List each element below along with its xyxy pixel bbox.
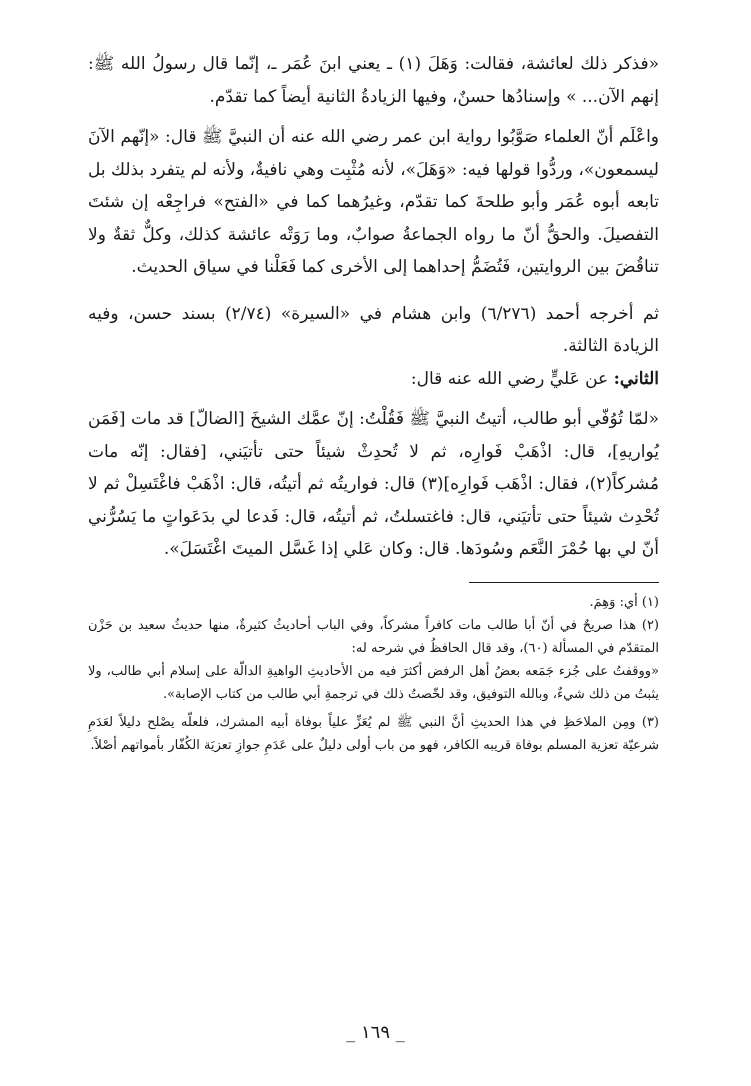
footnote-3: (٣) ومِن الملاحَظِ في هذا الحديثِ أنَّ النبي ﷺ لم يُعَزِّ علياً بوفاة أبيه المشرك، فلعلّه يصْلح دليلاً لعَدَمِ شرعيّة تعزية المسلم بوفاة قريبه الكافر، فهو من باب أولى دليلٌ على عَدَمِ جوازِ تعزيَة الكُفّار بأمواتهم أصْلاً. — [88, 714, 659, 753]
paragraph-aisha-report: «فذكر ذلك لعائشة، فقالت: وَهَلَ (١) ـ يعني ابنَ عُمَر ـ، إنّما قال رسولُ الله ﷺ: إنهم الآن... » وإسنادُها حسنٌ، وفيها الزيادةُ الثانية أيضاً كما تقدّم. — [88, 54, 659, 107]
footnote-divider — [469, 582, 659, 583]
footnote-1: (١) أي: وَهِمَ. — [589, 594, 659, 610]
paragraph-scholars-note: واعْلَم أنّ العلماء صَوَّبُوا رواية ابن عمر رضي الله عنه أن النبيَّ ﷺ قال: «إنّهم الآنَ ليسمعون»، وردُّوا قولها فيه: «وَهَلَ»، لأنه مُثْبِت وهي نافيةٌ، ولأنه لم يتفرد بذلك بل تابعه أبوه عُمَر وأبو طلحةَ كما تقدّم، وغيرُهما كما في «الفتح» فراجِعْه إن شئتَ التفصيلَ. والحقُّ أنّ ما رواه الجماعةُ صوابٌ، وما رَوَتْه عائشة كذلك، وكلٌّ ثقةٌ ولا تناقُضَ بين الروايتين، فَتُضَمُّ إحداهما إلى الأخرى كما فَعَلْنا في سياق الحديث. — [88, 127, 659, 277]
paragraph-ali-hadith: «لمّا تُوُفّي أبو طالب، أتيتُ النبيَّ ﷺ فَقُلْتُ: إنّ عمَّك الشيخَ [الضالّ] قد مات [فَمَن يُواريهِ]، قال: اذْهَبْ فَوارِه، ثم لا تُحدِثْ شيئاً حتى تأتيَني، [فقال: إنّه مات مُشركاً(٢)، فقال: اذْهَب فَوارِه](٣) قال: فواريتُه ثم أتيتُه، قال: اذْهَبْ فاغْتَسِلْ ثم لا تُحْدِث شيئاً حتى تأتيَني، قال: فاغتسلتُ، ثم أتيتُه، قال: فَدعا لي بدَعَواتٍ ما يَسُرُّني أنّ لي بها حُمْرَ النَّعَم وسُودَها. قال: وكان عَلي إذا غَسَّل الميتَ اغْتَسَلَ». — [88, 409, 659, 559]
page-number: _ ١٦٩ _ — [346, 1022, 405, 1043]
paragraph-ahmad-citation: ثم أخرجه أحمد (٦/٢٧٦) وابن هشام في «السيرة» (٢/٧٤) بسند حسن، وفيه الزيادة الثالثة. — [88, 303, 660, 356]
section-intro: عن عَليٍّ رضي الله عنه قال: — [410, 368, 609, 389]
footnote-2: (٢) هذا صريحٌ في أنّ أبا طالب مات كافراً مشركاً، وفي الباب أحاديثُ كثيرةٌ، منها حديثُ سعيد بن حَزْن المتقدّم في المسألة (٦٠)، وقد قال الحافظُ في شرحه له: — [88, 617, 659, 656]
paragraph-second-narration-heading — [88, 363, 659, 396]
footnote-2-quote: «ووقفتُ على جُزء جَمَعه بعضُ أهل الرفض أكثرَ فيه من الأحاديثِ الواهيةِ الدالّة على إسلام أبي طالب، ولا يثبتُ من ذلك شيءٌ، وبالله التوفيق، وقد لخّصتُ ذلك في ترجمةِ أبي طالب من كتاب الإصابة». — [88, 663, 659, 702]
main-text — [88, 48, 659, 566]
section-label: الثاني: — [613, 368, 659, 389]
footnotes — [88, 591, 659, 757]
